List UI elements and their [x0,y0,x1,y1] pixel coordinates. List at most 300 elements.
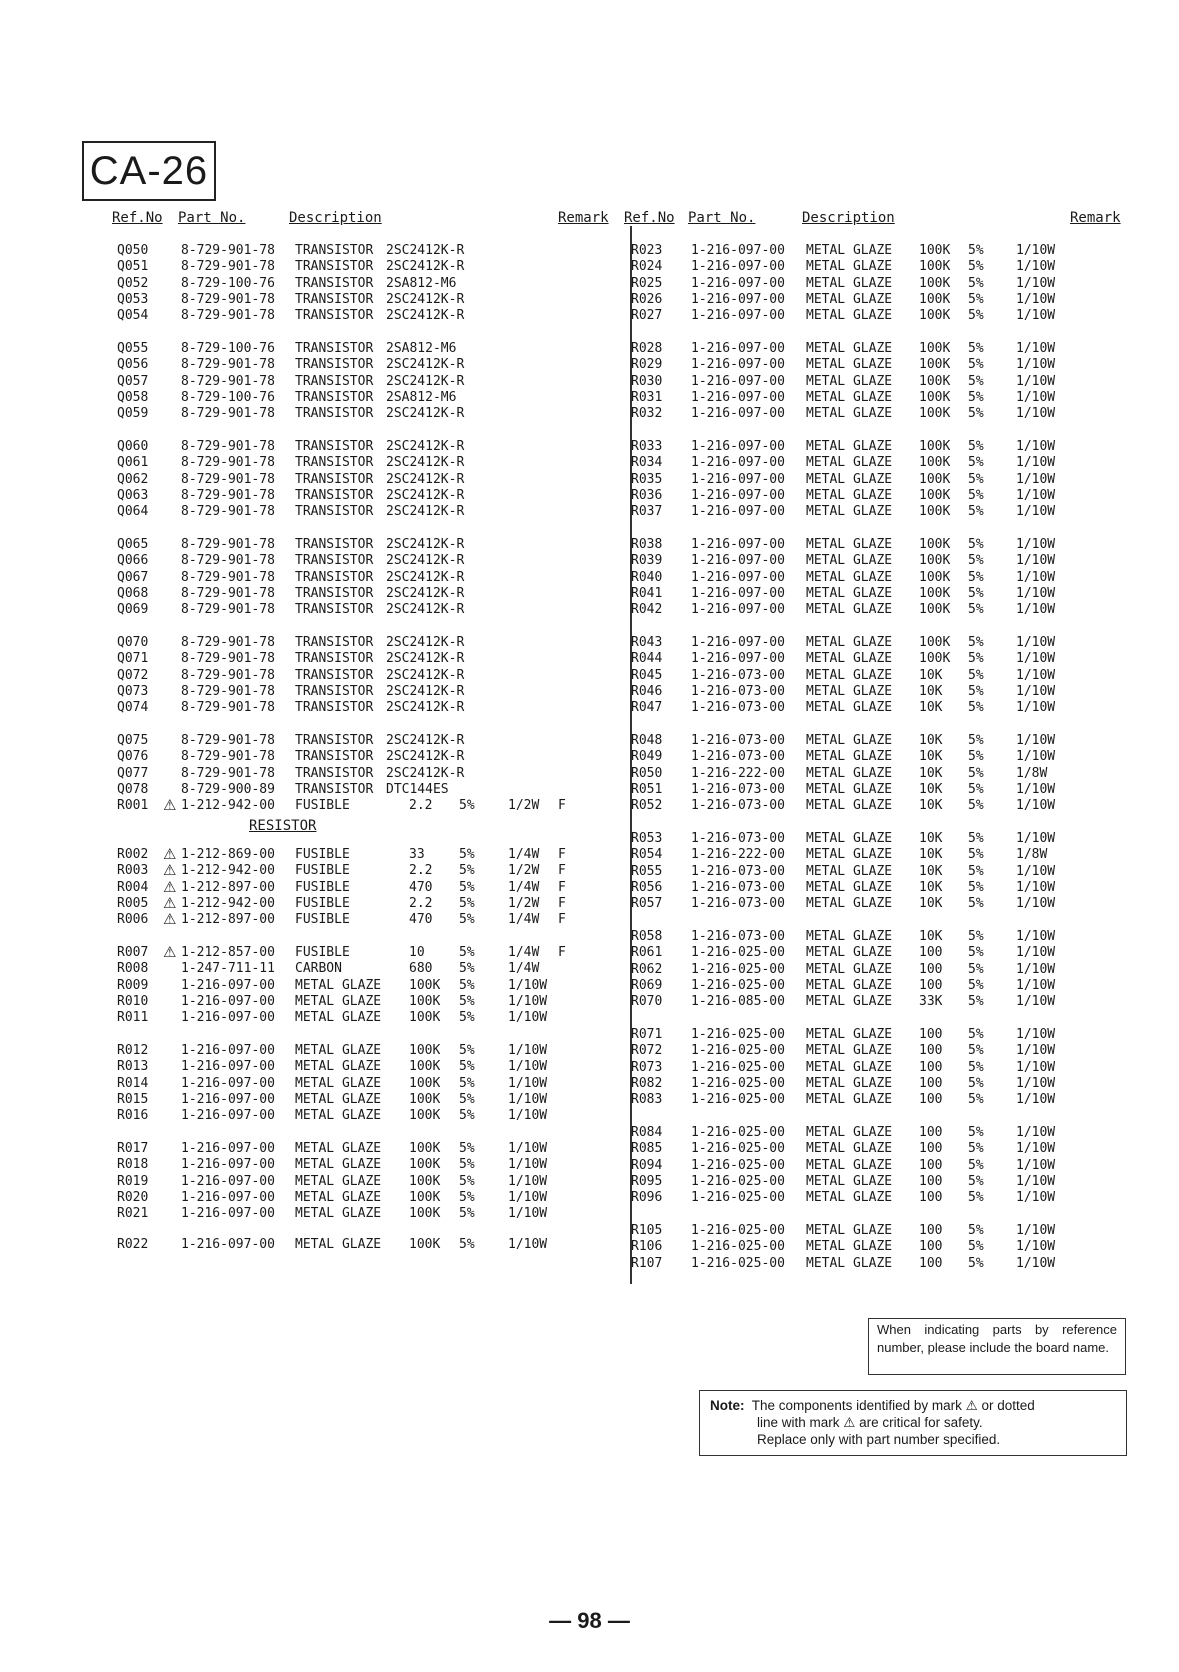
header-description-right: Description [802,210,895,226]
cell-watt: 1/10W [1016,504,1056,520]
cell-part: 1-216-025-00 [691,1223,785,1238]
cell-ref: R040 [631,569,663,585]
cell-part: 8-729-901-78 [181,733,275,748]
cell-tol: 5% [968,1223,984,1238]
cell-desc: TRANSISTOR [295,733,374,748]
cell-part: 1-216-097-00 [181,1237,275,1252]
cell-part: 1-216-097-00 [691,537,785,552]
cell-desc: METAL GLAZE [295,1173,382,1189]
cell-part: 8-729-100-76 [181,341,275,356]
cell-ref: R007 [117,945,149,960]
cell-val: 10K [919,847,943,863]
cell-val: 10K [919,667,943,683]
cell-tol: 5% [968,635,984,650]
cell-watt: 1/10W [1016,977,1056,993]
cell-tol: 5% [968,683,984,699]
cell-desc: METAL GLAZE [806,1239,893,1255]
cell-part: 1-216-097-00 [181,1091,275,1107]
cell-ref: R107 [631,1255,663,1271]
cell-desc: TRANSISTOR [295,357,374,373]
cell-tol: 5% [968,275,984,291]
cell-part: 1-216-025-00 [691,1043,785,1059]
cell-val: 100K [919,471,951,487]
cell-val: 2SC2412K-R [386,406,465,422]
cell-part: 1-216-097-00 [691,357,785,373]
cell-ref: R054 [631,847,663,863]
cell-remark: F [558,945,566,960]
cell-watt: 1/10W [1016,455,1056,471]
cell-watt: 1/10W [1016,439,1056,454]
cell-desc: METAL GLAZE [806,700,893,716]
cell-remark: F [558,847,566,862]
cell-val: 100 [919,1190,943,1206]
cell-val: 100K [409,1141,441,1156]
cell-val: 100K [919,275,951,291]
cell-tol: 5% [459,1043,475,1058]
cell-val: 470 [409,879,433,895]
cell-desc: METAL GLAZE [295,993,382,1009]
cell-part: 1-216-025-00 [691,1092,785,1108]
cell-val: 100K [409,1091,441,1107]
cell-val: 100K [919,585,951,601]
cell-desc: TRANSISTOR [295,389,374,405]
cell-watt: 1/10W [508,993,548,1009]
cell-desc: TRANSISTOR [295,504,374,520]
cell-watt: 1/2W [508,863,540,879]
cell-val: 2SC2412K-R [386,291,465,307]
cell-ref: Q070 [117,635,149,650]
safety-warning-icon: ⚠ [163,796,177,815]
cell-watt: 1/4W [508,847,540,862]
cell-val: 10K [919,798,943,814]
cell-ref: R015 [117,1091,149,1107]
cell-tol: 5% [459,1206,475,1222]
cell-ref: R036 [631,487,663,503]
cell-desc: METAL GLAZE [806,831,893,846]
cell-tol: 5% [459,1141,475,1156]
cell-val: 2SC2412K-R [386,765,465,781]
cell-tol: 5% [968,585,984,601]
cell-watt: 1/10W [1016,357,1056,373]
cell-val: 100K [409,993,441,1009]
cell-val: 10K [919,781,943,797]
cell-watt: 1/10W [1016,471,1056,487]
cell-val: 100K [919,487,951,503]
cell-watt: 1/10W [1016,308,1056,324]
cell-desc: METAL GLAZE [806,291,893,307]
cell-tol: 5% [968,357,984,373]
cell-part: 1-216-025-00 [691,1190,785,1206]
cell-val: 10K [919,749,943,765]
cell-tol: 5% [459,977,475,993]
cell-part: 8-729-901-78 [181,651,275,667]
cell-part: 1-216-097-00 [691,651,785,667]
cell-watt: 1/10W [1016,1157,1056,1173]
cell-tol: 5% [459,798,475,814]
cell-watt: 1/10W [508,1043,548,1058]
cell-ref: R042 [631,602,663,618]
cell-val: 2SC2412K-R [386,439,465,454]
cell-desc: TRANSISTOR [295,291,374,307]
cell-part: 1-216-097-00 [181,977,275,993]
cell-desc: METAL GLAZE [806,1190,893,1206]
cell-desc: METAL GLAZE [806,765,893,781]
cell-ref: R035 [631,471,663,487]
cell-ref: R062 [631,961,663,977]
header-ref-no-right: Ref.No [624,210,675,226]
cell-part: 1-216-222-00 [691,765,785,781]
cell-watt: 1/10W [508,1010,548,1026]
cell-ref: R006 [117,912,149,928]
cell-desc: METAL GLAZE [806,504,893,520]
cell-ref: Q078 [117,781,149,797]
safety-note-line3: Replace only with part number specified. [757,1432,1001,1447]
cell-watt: 1/10W [1016,291,1056,307]
cell-desc: FUSIBLE [295,945,350,960]
cell-ref: R033 [631,439,663,454]
cell-desc: METAL GLAZE [806,357,893,373]
cell-desc: METAL GLAZE [806,439,893,454]
cell-desc: METAL GLAZE [806,1157,893,1173]
cell-val: DTC144ES [386,781,449,797]
cell-part: 8-729-901-78 [181,406,275,422]
cell-desc: METAL GLAZE [295,1108,382,1124]
cell-ref: R004 [117,879,149,895]
cell-val: 10K [919,896,943,912]
cell-watt: 1/4W [508,879,540,895]
cell-desc: METAL GLAZE [295,977,382,993]
cell-val: 10K [919,929,943,944]
cell-desc: METAL GLAZE [295,1075,382,1091]
cell-part: 1-216-085-00 [691,994,785,1010]
cell-ref: Q074 [117,700,149,716]
cell-tol: 5% [968,879,984,895]
cell-tol: 5% [459,961,475,977]
cell-ref: R056 [631,879,663,895]
cell-ref: R030 [631,373,663,389]
cell-part: 1-216-097-00 [691,341,785,356]
cell-ref: R049 [631,749,663,765]
cell-desc: TRANSISTOR [295,651,374,667]
cell-part: 1-216-073-00 [691,863,785,879]
cell-ref: R011 [117,1010,149,1026]
cell-tol: 5% [968,373,984,389]
cell-val: 2SC2412K-R [386,471,465,487]
cell-desc: METAL GLAZE [295,1043,382,1058]
cell-desc: TRANSISTOR [295,749,374,765]
cell-desc: METAL GLAZE [806,1027,893,1042]
cell-part: 1-216-097-00 [181,1010,275,1026]
cell-ref: R017 [117,1141,149,1156]
cell-ref: R069 [631,977,663,993]
cell-part: 1-216-097-00 [691,406,785,422]
cell-ref: Q065 [117,537,149,552]
cell-watt: 1/10W [1016,1027,1056,1042]
cell-desc: METAL GLAZE [806,749,893,765]
cell-val: 100K [919,341,951,356]
cell-part: 8-729-901-78 [181,259,275,275]
cell-watt: 1/10W [1016,961,1056,977]
cell-val: 2SC2412K-R [386,635,465,650]
cell-part: 8-729-901-78 [181,635,275,650]
cell-watt: 1/4W [508,961,540,977]
cell-val: 100K [919,406,951,422]
cell-ref: R038 [631,537,663,552]
cell-ref: R013 [117,1059,149,1075]
cell-val: 100 [919,1141,943,1157]
cell-desc: TRANSISTOR [295,455,374,471]
cell-desc: METAL GLAZE [806,781,893,797]
cell-ref: R070 [631,994,663,1010]
cell-desc: FUSIBLE [295,912,350,928]
cell-part: 1-216-097-00 [691,635,785,650]
cell-val: 2.2 [409,863,433,879]
cell-desc: METAL GLAZE [806,406,893,422]
cell-val: 100 [919,1239,943,1255]
cell-ref: R031 [631,389,663,405]
cell-tol: 5% [459,895,475,911]
cell-ref: Q058 [117,389,149,405]
cell-desc: METAL GLAZE [806,635,893,650]
cell-val: 2SA812-M6 [386,275,457,291]
cell-val: 100 [919,977,943,993]
cell-ref: Q072 [117,667,149,683]
cell-part: 1-216-097-00 [691,389,785,405]
cell-watt: 1/10W [508,1189,548,1205]
cell-ref: Q060 [117,439,149,454]
cell-part: 1-212-942-00 [181,798,275,814]
cell-tol: 5% [968,308,984,324]
cell-part: 1-216-097-00 [691,585,785,601]
cell-watt: 1/10W [1016,1075,1056,1091]
cell-tol: 5% [968,439,984,454]
cell-watt: 1/10W [1016,259,1056,275]
cell-part: 1-216-073-00 [691,733,785,748]
cell-part: 1-216-025-00 [691,1027,785,1042]
cell-part: 1-216-025-00 [691,1255,785,1271]
cell-desc: METAL GLAZE [806,537,893,552]
safety-warning-icon: ⚠ [163,845,177,863]
cell-remark: F [558,879,566,895]
cell-desc: METAL GLAZE [806,863,893,879]
cell-val: 2SA812-M6 [386,389,457,405]
safety-note-line1: The components identified by mark ⚠ or dotted [751,1398,1035,1413]
header-part-no-right: Part No. [688,210,756,226]
cell-desc: TRANSISTOR [295,471,374,487]
cell-watt: 1/10W [1016,1173,1056,1189]
header-part-no-left: Part No. [178,210,246,226]
cell-desc: METAL GLAZE [806,651,893,667]
cell-part: 8-729-901-78 [181,749,275,765]
cell-tol: 5% [968,341,984,356]
cell-watt: 1/10W [1016,781,1056,797]
cell-watt: 1/10W [1016,749,1056,765]
cell-tol: 5% [968,406,984,422]
cell-ref: Q050 [117,243,149,258]
cell-watt: 1/10W [1016,831,1056,846]
cell-desc: FUSIBLE [295,798,350,814]
cell-desc: METAL GLAZE [806,945,893,961]
cell-watt: 1/10W [1016,994,1056,1010]
cell-val: 100K [919,259,951,275]
cell-part: 1-216-097-00 [181,1189,275,1205]
cell-ref: Q054 [117,308,149,324]
cell-desc: METAL GLAZE [806,1092,893,1108]
cell-val: 100 [919,945,943,961]
cell-val: 2SC2412K-R [386,749,465,765]
cell-desc: METAL GLAZE [295,1206,382,1222]
cell-val: 100K [409,1157,441,1173]
cell-watt: 1/10W [1016,1239,1056,1255]
cell-tol: 5% [968,389,984,405]
cell-watt: 1/4W [508,912,540,928]
cell-val: 100K [409,1237,441,1252]
cell-part: 1-216-073-00 [691,929,785,944]
cell-ref: R072 [631,1043,663,1059]
cell-ref: R014 [117,1075,149,1091]
cell-part: 1-216-073-00 [691,879,785,895]
cell-part: 8-729-901-78 [181,553,275,569]
cell-tol: 5% [968,1173,984,1189]
cell-desc: METAL GLAZE [806,994,893,1010]
cell-part: 8-729-901-78 [181,487,275,503]
cell-val: 2SC2412K-R [386,357,465,373]
cell-desc: METAL GLAZE [295,1010,382,1026]
cell-desc: TRANSISTOR [295,585,374,601]
cell-val: 2SC2412K-R [386,651,465,667]
cell-desc: METAL GLAZE [806,1043,893,1059]
cell-ref: R012 [117,1043,149,1058]
cell-ref: Q061 [117,455,149,471]
cell-part: 1-216-025-00 [691,1075,785,1091]
cell-ref: R025 [631,275,663,291]
cell-val: 100K [919,389,951,405]
cell-val: 2SC2412K-R [386,487,465,503]
cell-desc: TRANSISTOR [295,373,374,389]
cell-watt: 1/10W [1016,1223,1056,1238]
cell-desc: TRANSISTOR [295,667,374,683]
cell-ref: R047 [631,700,663,716]
cell-ref: R028 [631,341,663,356]
cell-watt: 1/2W [508,895,540,911]
cell-ref: R023 [631,243,663,258]
cell-ref: R057 [631,896,663,912]
cell-val: 10K [919,700,943,716]
safety-note-line2: line with mark ⚠ are critical for safety. [757,1415,983,1430]
cell-watt: 1/10W [1016,341,1056,356]
cell-desc: METAL GLAZE [806,1255,893,1271]
cell-desc: METAL GLAZE [806,569,893,585]
cell-val: 2SC2412K-R [386,537,465,552]
cell-tol: 5% [968,1043,984,1059]
cell-ref: R009 [117,977,149,993]
cell-tol: 5% [968,1141,984,1157]
cell-watt: 1/10W [508,1173,548,1189]
header-description-left: Description [289,210,382,226]
cell-val: 470 [409,912,433,928]
cell-ref: R005 [117,895,149,911]
cell-part: 1-216-073-00 [691,749,785,765]
cell-ref: R034 [631,455,663,471]
cell-watt: 1/10W [1016,700,1056,716]
cell-part: 8-729-901-78 [181,357,275,373]
cell-ref: R094 [631,1157,663,1173]
cell-desc: TRANSISTOR [295,569,374,585]
cell-part: 1-216-097-00 [691,602,785,618]
cell-part: 8-729-901-78 [181,569,275,585]
cell-ref: R032 [631,406,663,422]
cell-desc: TRANSISTOR [295,487,374,503]
cell-desc: METAL GLAZE [806,961,893,977]
cell-desc: TRANSISTOR [295,243,374,258]
cell-val: 100K [409,1189,441,1205]
cell-part: 1-216-073-00 [691,683,785,699]
cell-part: 1-216-097-00 [181,1157,275,1173]
cell-desc: TRANSISTOR [295,259,374,275]
cell-tol: 5% [968,243,984,258]
cell-part: 1-212-897-00 [181,879,275,895]
cell-watt: 1/10W [508,1237,548,1252]
cell-watt: 1/10W [1016,896,1056,912]
cell-val: 10 [409,945,425,960]
cell-desc: METAL GLAZE [295,1141,382,1156]
cell-part: 1-216-097-00 [181,1141,275,1156]
cell-watt: 1/2W [508,798,540,814]
cell-part: 1-216-025-00 [691,1125,785,1140]
cell-part: 1-216-073-00 [691,798,785,814]
cell-part: 1-216-097-00 [181,1043,275,1058]
cell-tol: 5% [459,1075,475,1091]
cell-val: 100 [919,1043,943,1059]
cell-tol: 5% [459,1157,475,1173]
cell-part: 8-729-901-78 [181,504,275,520]
cell-tol: 5% [459,847,475,862]
cell-val: 33 [409,847,425,862]
cell-desc: TRANSISTOR [295,635,374,650]
cell-ref: Q056 [117,357,149,373]
cell-tol: 5% [459,1059,475,1075]
cell-watt: 1/10W [1016,635,1056,650]
cell-val: 680 [409,961,433,977]
cell-desc: TRANSISTOR [295,700,374,716]
cell-val: 2SC2412K-R [386,308,465,324]
cell-val: 100 [919,1223,943,1238]
cell-part: 1-216-222-00 [691,847,785,863]
cell-ref: Q067 [117,569,149,585]
cell-desc: TRANSISTOR [295,406,374,422]
cell-desc: METAL GLAZE [806,308,893,324]
cell-part: 1-216-097-00 [691,487,785,503]
cell-desc: METAL GLAZE [806,977,893,993]
cell-tol: 5% [968,667,984,683]
board-label: CA-26 [82,141,216,201]
cell-ref: Q051 [117,259,149,275]
cell-ref: R046 [631,683,663,699]
safety-warning-icon: ⚠ [163,877,177,896]
cell-watt: 1/10W [1016,929,1056,944]
cell-watt: 1/10W [508,977,548,993]
cell-watt: 1/10W [1016,667,1056,683]
cell-ref: R027 [631,308,663,324]
cell-desc: METAL GLAZE [295,1059,382,1075]
cell-ref: R073 [631,1059,663,1075]
cell-watt: 1/10W [1016,863,1056,879]
cell-part: 1-216-097-00 [691,471,785,487]
cell-desc: METAL GLAZE [806,341,893,356]
cell-watt: 1/10W [1016,798,1056,814]
cell-watt: 1/10W [1016,1043,1056,1059]
cell-val: 2.2 [409,895,433,911]
